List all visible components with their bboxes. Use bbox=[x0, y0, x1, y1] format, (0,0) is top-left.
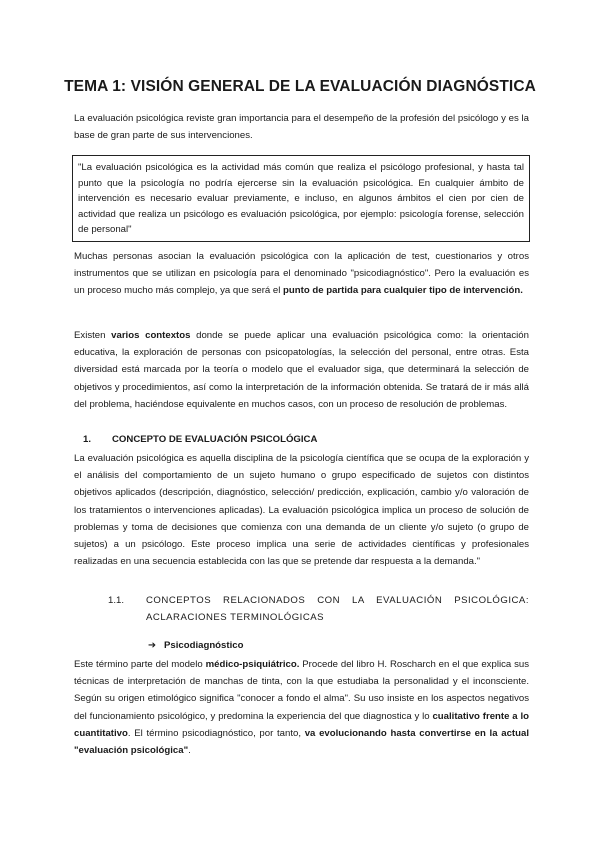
paragraph-2 bbox=[74, 248, 529, 300]
psico-bold-1: médico-psiquiátrico. bbox=[205, 659, 300, 670]
psico-text-2: Procede del libro H. Roscharch en el que explica sus técnicas de interpretación de manchas de tinta, con la que estudiaba la personalidad y el inconsciente. Según su origen etimológico significa "conocer a fondo el alma". Su uso insiste en los aspectos negativos del funcionamiento psicológico, y predomina la experiencia del que diagnostica y lo bbox=[74, 659, 529, 722]
paragraph-3 bbox=[74, 327, 529, 413]
psico-text-1: Este término parte del modelo bbox=[74, 659, 206, 670]
paragraph-2-bold: punto de partida para cualquier tipo de intervención. bbox=[283, 285, 523, 297]
page-title: TEMA 1: VISIÓN GENERAL DE LA EVALUACIÓN DIAGNÓSTICA bbox=[64, 78, 536, 95]
paragraph-3-bold: varios contextos bbox=[111, 330, 191, 341]
psicodiagnostico-title: Psicodiagnóstico bbox=[164, 640, 244, 651]
intro-paragraph: La evaluación psicológica reviste gran importancia para el desempeño de la profesión del psicólogo y es la base de gran parte de sus intervenciones. bbox=[74, 113, 529, 142]
psicodiagnostico-body bbox=[74, 656, 529, 759]
psico-bold-2: cualitativo frente a lo cuantitativo bbox=[74, 710, 529, 739]
paragraph-2-text: Muchas personas asocian la evaluación psicológica con la aplicación de test, cuestionarios y otros instrumentos que se utilizan en psicología para el denominado "psicodiagnóstico". Pero la evaluación es un proceso mucho más complejo, ya que será el bbox=[74, 251, 529, 297]
quote-box bbox=[72, 155, 530, 242]
arrow-right-icon: ➔ bbox=[148, 640, 157, 651]
section-1-1-title: CONCEPTOS RELACIONADOS CON LA EVALUACIÓN PSICOLÓGICA: ACLARACIONES TERMINOLÓGICAS bbox=[146, 595, 529, 623]
psico-bold-3: va evolucionando hasta convertirse en la actual "evaluación psicológica" bbox=[74, 727, 529, 757]
section-1-1-heading bbox=[108, 592, 529, 626]
section-1-body: La evaluación psicológica es aquella disciplina de la psicología científica que se ocupa de la exploración y el análisis del comportamiento de un sujeto humano o grupo especificado de sujetos con distintos objetivos aplicados (descripción, diagnóstico, selección/ predicción, explicación, cambio y/o valoración de los tratamientos o intervenciones aplicadas). La evaluación psicológica implica un proceso de solución de problemas y toma de decisiones que comienza con una demanda de un cliente y/o sujeto (o grupo de sujetos) a un psicólogo. Este proceso implica una serie de actividades científicas y profesionales realizadas en una secuencia establecida con las que se pretende dar respuesta a la demanda." bbox=[74, 453, 529, 568]
quote-text: "La evaluación psicológica es la actividad más común que realiza el psicólogo profesional, y hasta tal punto que la psicología no podría ejercerse sin la evaluación psicológica. En cualquier ámbito de intervención es necesario evaluar previamente, e incluso, en algunos ámbitos el cien por cien de actividad que realiza un psicólogo es evaluación psicológica, por ejemplo: psicología forense, selección de personal" bbox=[78, 162, 524, 236]
section-1-1-number: 1.1. bbox=[108, 595, 125, 606]
section-1-heading bbox=[74, 434, 317, 445]
psico-text-4: . bbox=[188, 745, 191, 757]
section-1-title: CONCEPTO DE EVALUACIÓN PSICOLÓGICA bbox=[112, 434, 318, 445]
psicodiagnostico-heading bbox=[148, 640, 243, 651]
paragraph-3-after: donde se puede aplicar una evaluación psicológica como: la orientación educativa, la exploración de personas con psicopatologías, la selección del personal, entre otras. Esta diversidad está marcada por la teoría o modelo que el evaluador siga, que determinará la selección de objetivos y procedimientos, así como la interpretación de la información obtenida. Se tratará de ir más allá del problema, haciéndose equivalente en muchos casos, con un proceso de resolución de problemas. bbox=[74, 330, 529, 410]
psico-text-3: . El término psicodiagnóstico, por tanto, bbox=[127, 727, 305, 739]
paragraph-3-before: Existen bbox=[74, 330, 112, 341]
section-1-number: 1. bbox=[83, 434, 92, 445]
